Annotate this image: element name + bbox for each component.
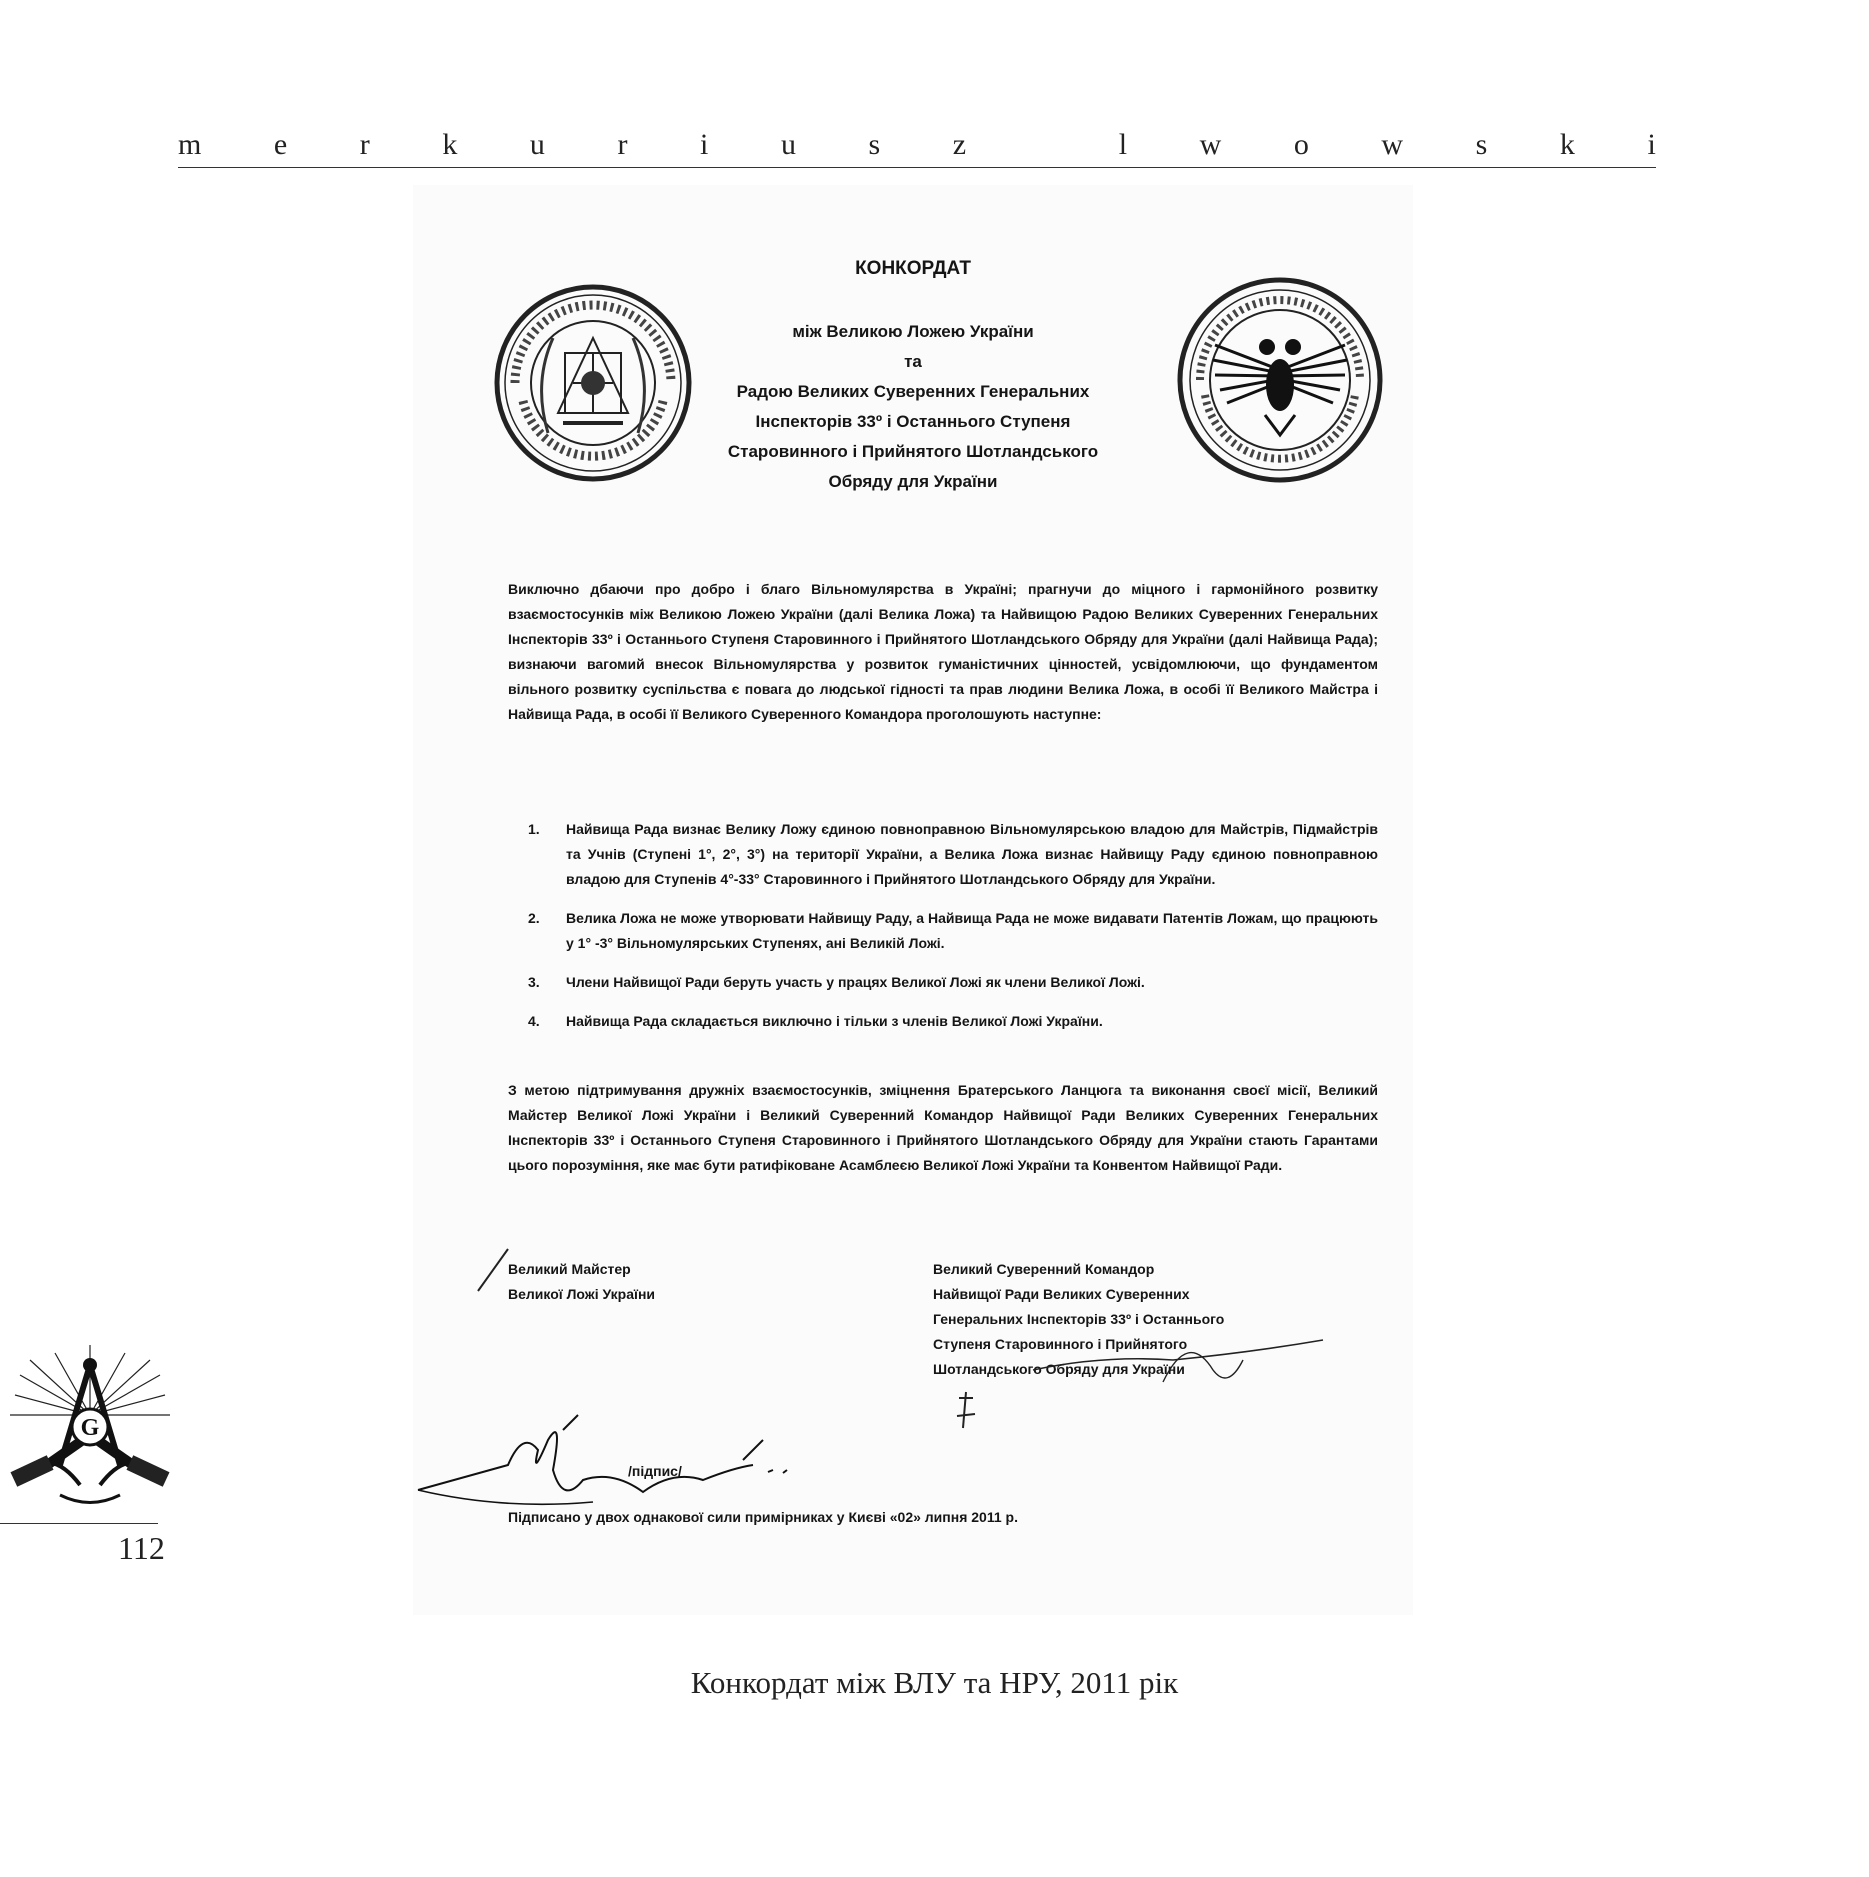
signatory-line: Шотландського Обряду для України (933, 1361, 1185, 1377)
masonic-emblem-icon (0, 1345, 180, 1525)
clause-text: Члени Найвищої Ради беруть участь у працях Великої Ложі як члени Великої Ложі. (566, 974, 1145, 990)
subtitle-line: та (904, 352, 922, 371)
header-letter: z (952, 128, 967, 161)
running-header (178, 128, 1656, 162)
scanned-document (413, 185, 1413, 1615)
pen-stroke-icon (473, 1245, 513, 1295)
header-rule (178, 167, 1656, 168)
header-letter: s (1475, 128, 1488, 161)
signatory-line: Генеральних Інспекторів 33º і Останнього (933, 1311, 1225, 1327)
list-item (528, 1009, 1378, 1034)
header-gap (1039, 128, 1047, 162)
clause-number: 3. (528, 974, 540, 990)
header-letter: i (1647, 128, 1656, 161)
signatory-line: Найвищої Ради Великих Суверенних (933, 1286, 1190, 1302)
subtitle-line: Старовинного і Прийнятого Шотландського (727, 442, 1099, 461)
header-letter: w (1381, 128, 1404, 161)
list-item (528, 817, 1378, 892)
clause-number: 2. (528, 910, 540, 926)
header-letter: s (868, 128, 881, 161)
subtitle-line: між Великою Ложею України (792, 322, 1034, 341)
clause-text: Велика Ложа не може утворювати Найвищу Раду, а Найвища Рада не може видавати Патентів Ложам, що працюють у 1° -3° Вільномулярських Ступенях, ані Великій Ложі. (566, 910, 1378, 951)
header-letter: u (780, 128, 796, 161)
outro-paragraph: З метою підтримування дружніх взаємостосунків, зміцнення Братерського Ланцюга та виконання своєї місії, Великий Майстер Великої Ложі України і Великий Суверенний Командор Найвищої Ради Великих Суверенних Генеральних Інспекторів 33º і Останнього Ступеня Старовинного і Прийнятого Шотландського Обряду для України стають Гарантами цього порозуміння, яке має бути ратифіковане Асамблеєю Великої Ложі України та Конвентом Найвищої Ради. (508, 1082, 1378, 1173)
header-letter: k (442, 128, 458, 161)
clause-text: Найвища Рада складається виключно і тільки з членів Великої Ложі України. (566, 1013, 1103, 1029)
intro-paragraph: Виключно дбаючи про добро і благо Вільномулярства в Україні; прагнучи до міцного і гармонійного розвитку взаємостосунків між Великою Ложею України (далі Велика Ложа) та Найвищою Радою Великих Суверенних Генеральних Інспекторів 33º і Останнього Ступеня Старовинного і Прийнятого Шотландського Обряду для України (далі Найвища Рада); визнаючи вагомий внесок Вільномулярства у розвиток гуманістичних цінностей, усвідомлюючи, що фундаментом вільного розвитку суспільства є повага до людської гідності та прав людини Велика Ложа, в особі її Великого Майстра і Найвища Рада, в особі її Великого Суверенного Командора проголошують наступне: (508, 581, 1378, 722)
supreme-council-seal-icon (1175, 275, 1385, 485)
document-title: КОНКОРДАТ (855, 258, 971, 279)
signatory-line: Великої Ложі України (508, 1286, 656, 1302)
signatory-line: Великий Майстер (508, 1261, 631, 1277)
page-number: 112 (118, 1530, 165, 1566)
header-letter: r (617, 128, 628, 161)
header-letter: k (1559, 128, 1575, 161)
header-letter: u (529, 128, 545, 161)
list-item (528, 970, 1378, 995)
header-letter: o (1293, 128, 1309, 161)
header-letter: r (359, 128, 370, 161)
clause-text: Найвища Рада визнає Велику Ложу єдиною повноправною Вільномулярською владою для Майстрів, Підмайстрів та Учнів (Ступені 1°, 2°, 3°) на території України, а Велика Ложа визнає Найвищу Раду єдиною повноправною владою для Ступенів 4°-33° Старовинного і Прийнятого Шотландського Обряду для України. (566, 821, 1378, 887)
subtitle-line: Інспекторів 33º і Останнього Ступеня (755, 412, 1071, 431)
signatory-line: Великий Суверенний Командор (933, 1261, 1155, 1277)
subtitle-line: Радою Великих Суверенних Генеральних (736, 382, 1090, 401)
signatory-grand-master (508, 1257, 808, 1307)
clause-number: 4. (528, 1013, 540, 1029)
signing-statement: Підписано у двох однакової сили примірниках у Києві «02» липня 2011 р. (508, 1509, 1018, 1525)
header-letter: m (178, 128, 202, 161)
signatory-line: Ступеня Старовинного і Прийнятого (933, 1336, 1188, 1352)
header-letter: w (1199, 128, 1222, 161)
clauses-list (528, 817, 1378, 1048)
clause-number: 1. (528, 821, 540, 837)
subtitle-line: Обряду для України (828, 472, 998, 491)
svg-text:G: G (80, 1415, 100, 1441)
list-item (528, 906, 1378, 956)
document-subtitle (663, 317, 1163, 497)
commander-signature-icon (1013, 1300, 1333, 1390)
header-letter: l (1118, 128, 1128, 161)
header-letter: i (700, 128, 709, 161)
folio-rule (0, 1523, 158, 1524)
grand-master-signature-icon (413, 1410, 833, 1520)
signature-label: /підпис/ (628, 1463, 682, 1479)
check-mark-icon (951, 1390, 981, 1430)
header-letter: e (273, 128, 288, 161)
figure-caption: Конкордат між ВЛУ та НРУ, 2011 рік (690, 1665, 1179, 1700)
